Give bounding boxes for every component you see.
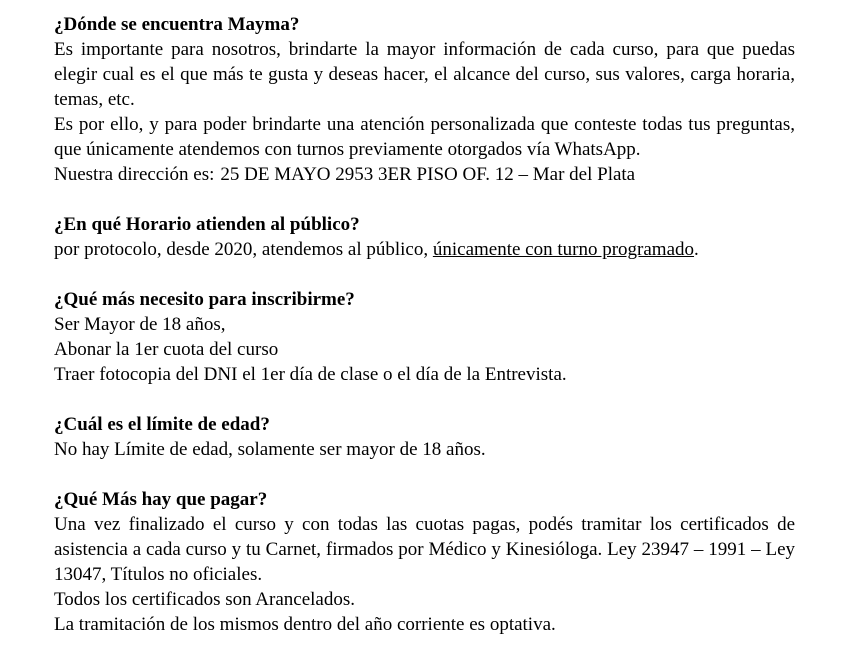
faq-section-age: [54, 412, 795, 462]
requirement-line: Abonar la 1er cuota del curso: [54, 339, 279, 360]
paragraph: Una vez finalizado el curso y con todas las cuotas pagas, podés tramitar los certificados de asistencia a cada curso y tu Carnet, firmados por Médico y Kinesióloga. Ley 23947 – 1991 – Ley 13047, Títulos no oficiales.: [54, 514, 795, 585]
faq-section-location: [54, 12, 795, 187]
faq-section-enrollment: [54, 287, 795, 387]
address-value: 25 DE MAYO 2953 3ER PISO OF. 12 – Mar del Plata: [220, 164, 636, 185]
faq-section-payment: [54, 487, 795, 637]
paragraph: No hay Límite de edad, solamente ser mayor de 18 años.: [54, 439, 486, 460]
paragraph: La tramitación de los mismos dentro del año corriente es optativa.: [54, 614, 556, 635]
underlined-text: únicamente con turno programado: [432, 239, 695, 260]
question-heading: ¿Qué Más hay que pagar?: [54, 489, 268, 510]
question-heading: ¿Cuál es el límite de edad?: [54, 414, 270, 435]
paragraph: Es por ello, y para poder brindarte una atención personalizada que conteste todas tus preguntas, que únicamente atendemos con turnos previamente otorgados vía WhatsApp.: [54, 114, 795, 160]
paragraph: Todos los certificados son Arancelados.: [54, 589, 356, 610]
faq-document: [54, 12, 795, 662]
question-heading: ¿Qué más necesito para inscribirme?: [54, 289, 355, 310]
requirement-line: Traer fotocopia del DNI el 1er día de clase o el día de la Entrevista.: [54, 364, 567, 385]
requirement-line: Ser Mayor de 18 años,: [54, 314, 226, 335]
address-label: Nuestra dirección es:: [54, 164, 215, 185]
question-heading: ¿En qué Horario atienden al público?: [54, 214, 360, 235]
paragraph: [54, 237, 795, 262]
paragraph: Es importante para nosotros, brindarte la mayor información de cada curso, para que puedas elegir cual es el que más te gusta y deseas hacer, el alcance del curso, sus valores, carga horaria, temas, etc.: [54, 39, 795, 110]
faq-section-schedule: [54, 212, 795, 262]
text-segment: .: [694, 239, 699, 260]
address-line: [54, 162, 795, 187]
question-heading: ¿Dónde se encuentra Mayma?: [54, 14, 300, 35]
text-segment: por protocolo, desde 2020, atendemos al público,: [54, 239, 433, 260]
